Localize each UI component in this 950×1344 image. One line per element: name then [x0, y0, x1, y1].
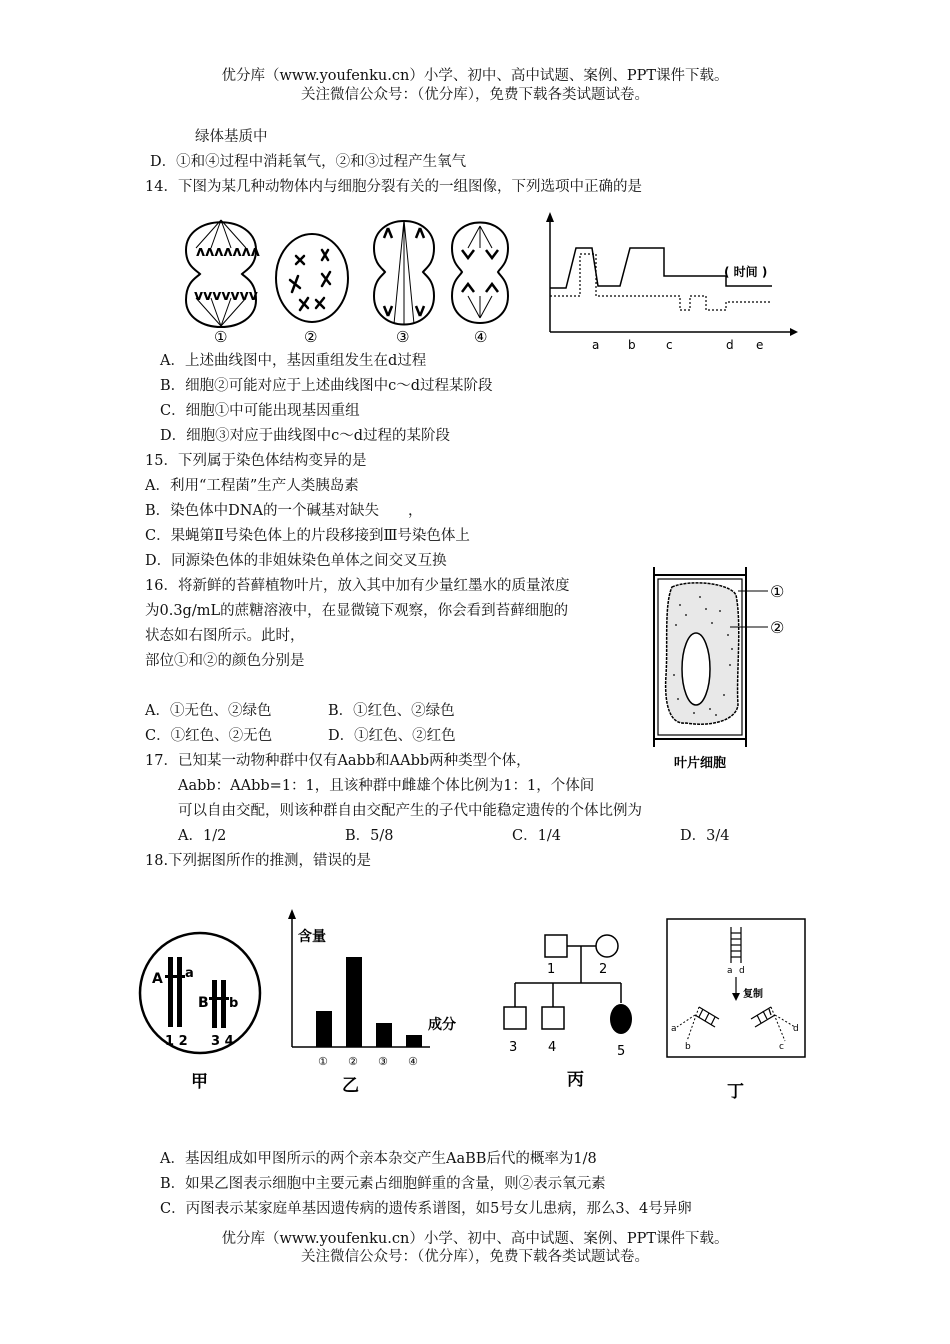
- q17-line-3: 可以自由交配，则该种群自由交配产生的子代中能稳定遗传的个体比例为: [178, 803, 642, 819]
- bar-label-4: ④: [408, 1055, 418, 1068]
- q16-option-b: B．①红色、②绿色: [328, 703, 455, 719]
- strand-label-d: d: [793, 1024, 799, 1034]
- q14-cell-division-figure: [176, 208, 516, 348]
- pedigree-male-3: [504, 1007, 526, 1029]
- q17-option-c: C．1/4: [512, 828, 561, 844]
- bar-1: [316, 1011, 332, 1047]
- q17-option-b: B．5/8: [345, 828, 394, 844]
- fig-jia-caption: 甲: [191, 1072, 208, 1092]
- bar-label-2: ②: [348, 1055, 358, 1068]
- cell-1: [186, 220, 260, 346]
- tick-b: b: [628, 338, 636, 352]
- allele-B: B: [198, 995, 209, 1011]
- q17-option-d: D．3/4: [680, 828, 730, 844]
- q18-fig-yi-chart: [280, 905, 480, 1100]
- cell-1-label: ①: [214, 328, 228, 346]
- q17-line-2: Aabb：AAbb=1：1，且该种群中雌雄个体比例为1：1，个体间: [178, 778, 595, 794]
- q14-option-a: A．上述曲线图中，基因重组发生在d过程: [160, 353, 427, 369]
- bar-2: [346, 957, 362, 1047]
- q17-line-1: 17．已知某一动物种群中仅有Aabb和AAbb两种类型个体，: [145, 753, 531, 769]
- x-axis-label: 成分: [428, 1017, 456, 1033]
- pedigree-male-4: [542, 1007, 564, 1029]
- pedigree-num-1: 1: [547, 962, 556, 977]
- leaf-label-2: ②: [770, 618, 785, 637]
- y-axis-label: 含量: [298, 929, 326, 945]
- q14-stem: 14．下图为某几种动物体内与细胞分裂有关的一组图像，下列选项中正确的是: [145, 179, 642, 195]
- pedigree-female-2: [596, 935, 618, 957]
- pedigree-num-5: 5: [617, 1044, 626, 1059]
- cell-2-label: ②: [304, 328, 318, 346]
- leaf-caption: 叶片细胞: [674, 756, 727, 771]
- pedigree-num-2: 2: [599, 962, 608, 977]
- q16-option-d: D．①红色、②红色: [328, 728, 456, 744]
- q16-line-4: 部位①和②的颜色分别是: [145, 653, 305, 669]
- header-line-1: 优分库（www.youfenku.cn）小学、初中、高中试题、案例、PPT课件下载。: [221, 68, 729, 84]
- q17-option-a: A．1/2: [178, 828, 227, 844]
- replication-label: 复制: [743, 989, 763, 1000]
- strand-label-d-top: d: [739, 966, 745, 976]
- q18-fig-ding-replication: [665, 915, 810, 1105]
- strand-label-a: a: [671, 1024, 677, 1034]
- cell-3: [374, 220, 434, 346]
- q15-option-d: D．同源染色体的非姐妹染色单体之间交叉互换: [145, 553, 447, 569]
- q14-option-d: D．细胞③对应于曲线图中c～d过程的某阶段: [160, 428, 451, 444]
- allele-a: a: [185, 966, 194, 981]
- q18-option-a: A．基因组成如甲图所示的两个亲本杂交产生AaBB后代的概率为1/8: [160, 1151, 597, 1167]
- pedigree-affected-female-5: [610, 1004, 632, 1034]
- prev-question-continuation: 绿体基质中: [195, 129, 268, 145]
- strand-label-a-top: a: [727, 966, 733, 976]
- cell-3-label: ③: [396, 328, 410, 346]
- strand-label-b: b: [685, 1042, 691, 1052]
- cell-2: [276, 234, 348, 346]
- cell-4: [452, 223, 508, 347]
- allele-b: b: [229, 996, 239, 1011]
- q18-stem: 18.下列据图所作的推测，错误的是: [145, 853, 372, 869]
- q16-leaf-cell-figure: [650, 565, 810, 775]
- tick-c: c: [666, 338, 673, 352]
- leaf-label-1: ①: [770, 582, 785, 601]
- bar-3: [376, 1023, 392, 1047]
- q18-fig-jia: [135, 925, 270, 1095]
- bar-label-1: ①: [318, 1055, 328, 1068]
- q16-line-2: 为0.3g/mL的蔗糖溶液中，在显微镜下观察，你会看到苔藓细胞的: [145, 603, 569, 619]
- q18-option-b: B．如果乙图表示细胞中主要元素占细胞鲜重的含量，则②表示氧元素: [160, 1176, 606, 1192]
- q15-option-a: A．利用“工程菌”生产人类胰岛素: [145, 478, 359, 494]
- footer-line-1: 优分库（www.youfenku.cn）小学、初中、高中试题、案例、PPT课件下载。: [221, 1231, 729, 1247]
- prev-option-d: D．①和④过程中消耗氧气，②和③过程产生氧气: [150, 154, 467, 170]
- fig-yi-caption: 乙: [342, 1076, 359, 1096]
- fig-bing-caption: 丙: [567, 1070, 584, 1090]
- svg-text:vvvvvvv: vvvvvvv: [194, 288, 258, 304]
- q18-fig-bing-pedigree: [495, 925, 655, 1090]
- pedigree-male-1: [545, 935, 567, 957]
- q16-line-1: 16．将新鲜的苔藓植物叶片，放入其中加有少量红墨水的质量浓度: [145, 578, 570, 594]
- q18-option-c: C．丙图表示某家庭单基因遗传病的遗传系谱图，如5号女儿患病，那么3、4号异卵: [160, 1201, 692, 1217]
- footer-line-2: 关注微信公众号：（优分库），免费下载各类试题试卷。: [301, 1249, 649, 1265]
- svg-text:ʌʌʌʌʌʌʌ: ʌʌʌʌʌʌʌ: [196, 244, 260, 260]
- chromosome-nums-34: 3 4: [211, 1034, 234, 1049]
- time-axis-label: ( 时间 ): [724, 265, 768, 279]
- q15-option-b: B．染色体中DNA的一个碱基对缺失 ，: [145, 503, 423, 519]
- header-line-2: 关注微信公众号：（优分库），免费下载各类试题试卷。: [301, 87, 649, 103]
- pedigree-num-4: 4: [548, 1040, 557, 1055]
- q16-option-a: A．①无色、②绿色: [145, 703, 272, 719]
- tick-a: a: [592, 338, 600, 352]
- bar-label-3: ③: [378, 1055, 388, 1068]
- tick-e: e: [756, 338, 764, 352]
- strand-label-c: c: [779, 1042, 784, 1052]
- cell-4-label: ④: [474, 328, 488, 346]
- q16-line-3: 状态如右图所示。此时，: [145, 628, 305, 644]
- chromosome-nums-12: 1 2: [165, 1034, 188, 1049]
- bar-4: [406, 1035, 422, 1047]
- q15-stem: 15．下列属于染色体结构变异的是: [145, 453, 367, 469]
- fig-ding-caption: 丁: [727, 1082, 744, 1102]
- pedigree-num-3: 3: [509, 1040, 518, 1055]
- q16-option-c: C．①红色、②无色: [145, 728, 273, 744]
- tick-d: d: [726, 338, 734, 352]
- q14-dna-chromosome-curve: [540, 210, 800, 354]
- q14-option-b: B．细胞②可能对应于上述曲线图中c～d过程某阶段: [160, 378, 493, 394]
- allele-A: A: [152, 971, 163, 987]
- q15-option-c: C．果蝇第Ⅱ号染色体上的片段移接到Ⅲ号染色体上: [145, 528, 470, 544]
- q14-option-c: C．细胞①中可能出现基因重组: [160, 403, 360, 419]
